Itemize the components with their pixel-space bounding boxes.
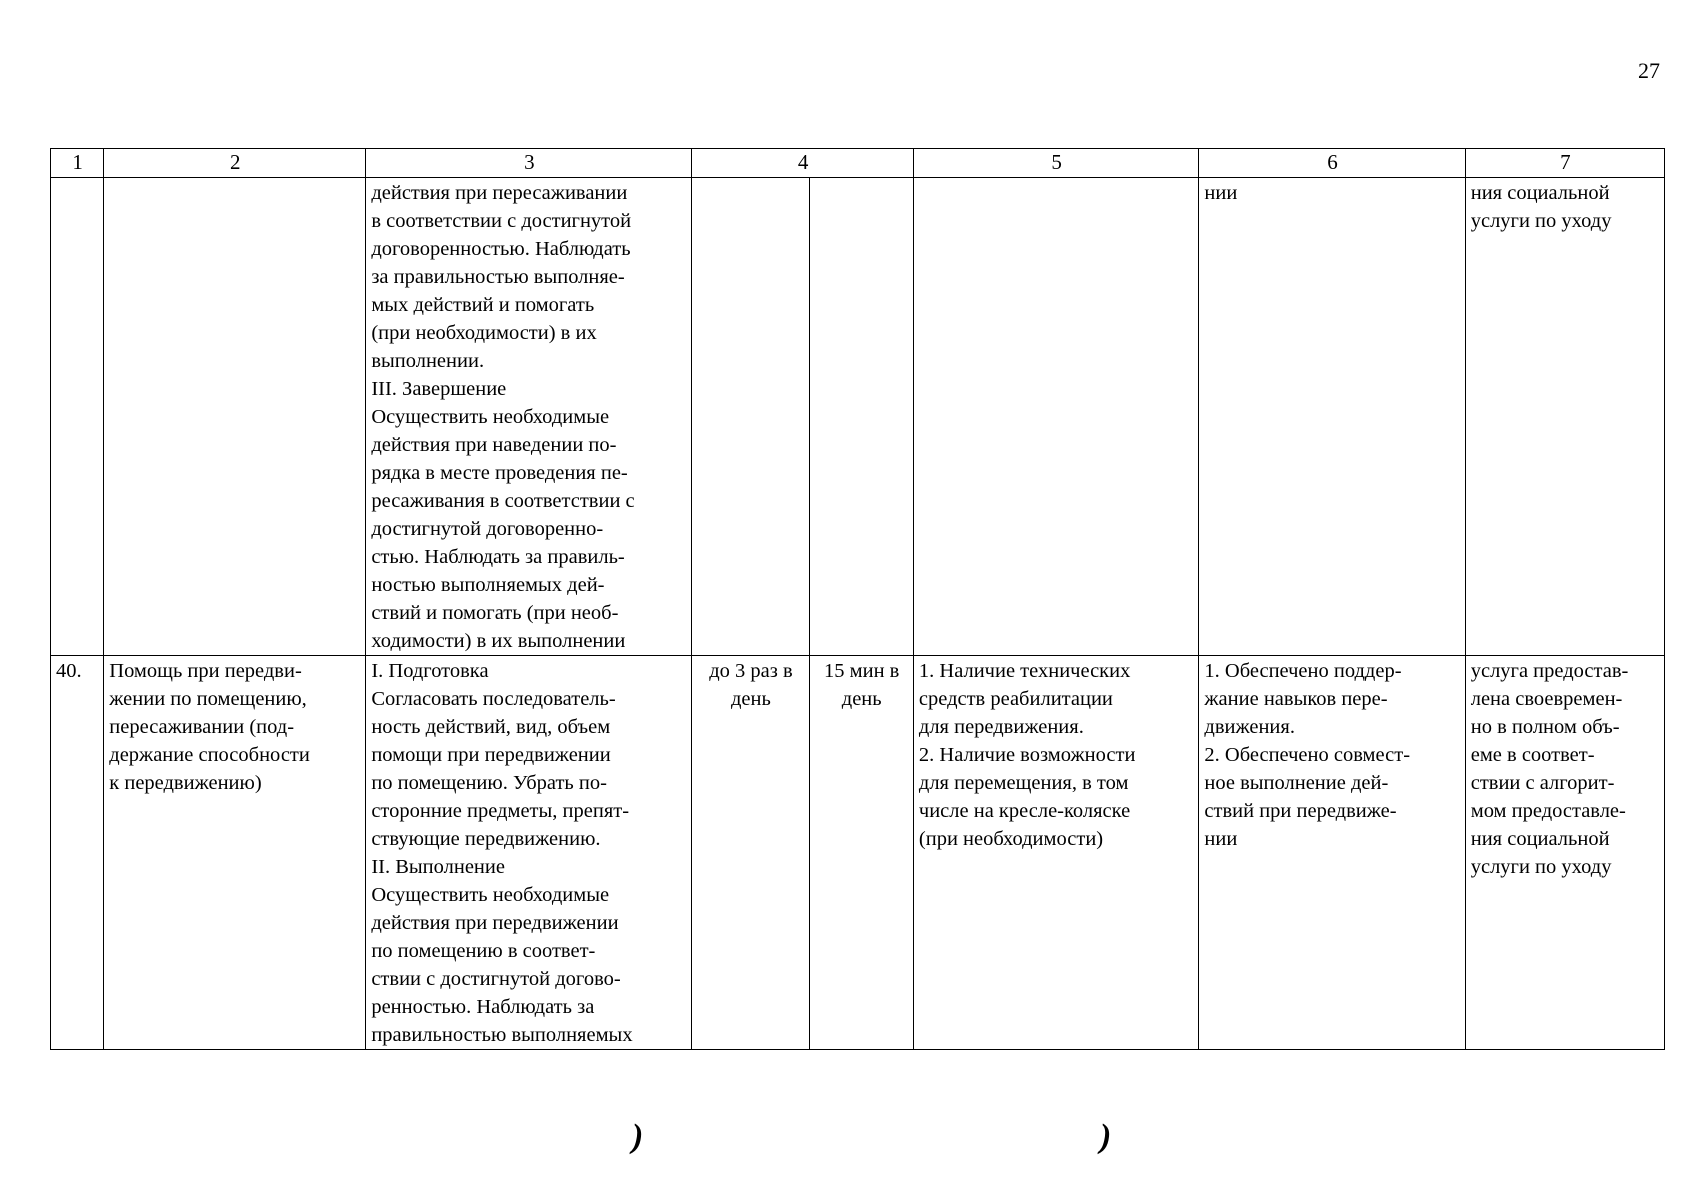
header-col-6: 6 [1199,149,1465,178]
cell-duration [809,178,913,656]
cell-service-name [104,178,366,656]
header-col-5: 5 [913,149,1199,178]
cell-quality: ния социальной услуги по уходу [1465,178,1664,656]
cell-conditions [913,178,1199,656]
cell-description: I. Подготовка Согласовать последователь- ность действий, вид, объем помощи при передвижении по помещению. Убрать по- сторонние предметы, препят- ствующие передвижению. II. Выполнение Осуществить необходимые действия при передвижении по помещению в соответ- ствии с достигнутой догово- ренностью. Наблюдать за правильностью выполняемых [366,656,692,1050]
header-row [51,149,1665,178]
cell-quality: услуга предостав- лена своевремен- но в полном объ- eме в соответ- ствии с алгорит- мом предоставле- ния социальной услуги по уходу [1465,656,1664,1050]
table-row-continuation [51,178,1665,656]
header-col-1: 1 [51,149,104,178]
cell-frequency [692,178,809,656]
footer-mark-right: ) [1100,1118,1112,1155]
cell-frequency: до 3 раз в день [692,656,809,1050]
cell-conditions: 1. Наличие технических средств реабилитации для передвижения. 2. Наличие возможности для перемещения, в том числе на кресле-коляске (при необходимости) [913,656,1199,1050]
header-col-4: 4 [692,149,914,178]
table-row-40 [51,656,1665,1050]
cell-results: нии [1199,178,1465,656]
cell-service-name: Помощь при передви- жении по помещению, пересаживании (под- держание способности к передвижению) [104,656,366,1050]
header-col-3: 3 [366,149,692,178]
page-number: 27 [1638,58,1660,83]
cell-duration: 15 мин в день [809,656,913,1050]
cell-number: 40. [51,656,104,1050]
services-table [50,148,1665,1050]
header-col-7: 7 [1465,149,1664,178]
footer-mark-left: ) [632,1118,644,1155]
header-col-2: 2 [104,149,366,178]
cell-results: 1. Обеспечено поддер- жание навыков пере- движения. 2. Обеспечено совмест- ное выполнение дей- ствий при передвиже- нии [1199,656,1465,1050]
cell-number [51,178,104,656]
cell-description: действия при пересаживании в соответствии с достигнутой договоренностью. Наблюдать за правильностью выполняе- мых действий и помогать (при необходимости) в их выполнении. III. Завершение Осуществить необходимые действия при наведении по- рядка в месте проведения пе- ресаживания в соответствии с достигнутой договоренно- стью. Наблюдать за правиль- ностью выполняемых дей- ствий и помогать (при необ- ходимости) в их выполнении [366,178,692,656]
